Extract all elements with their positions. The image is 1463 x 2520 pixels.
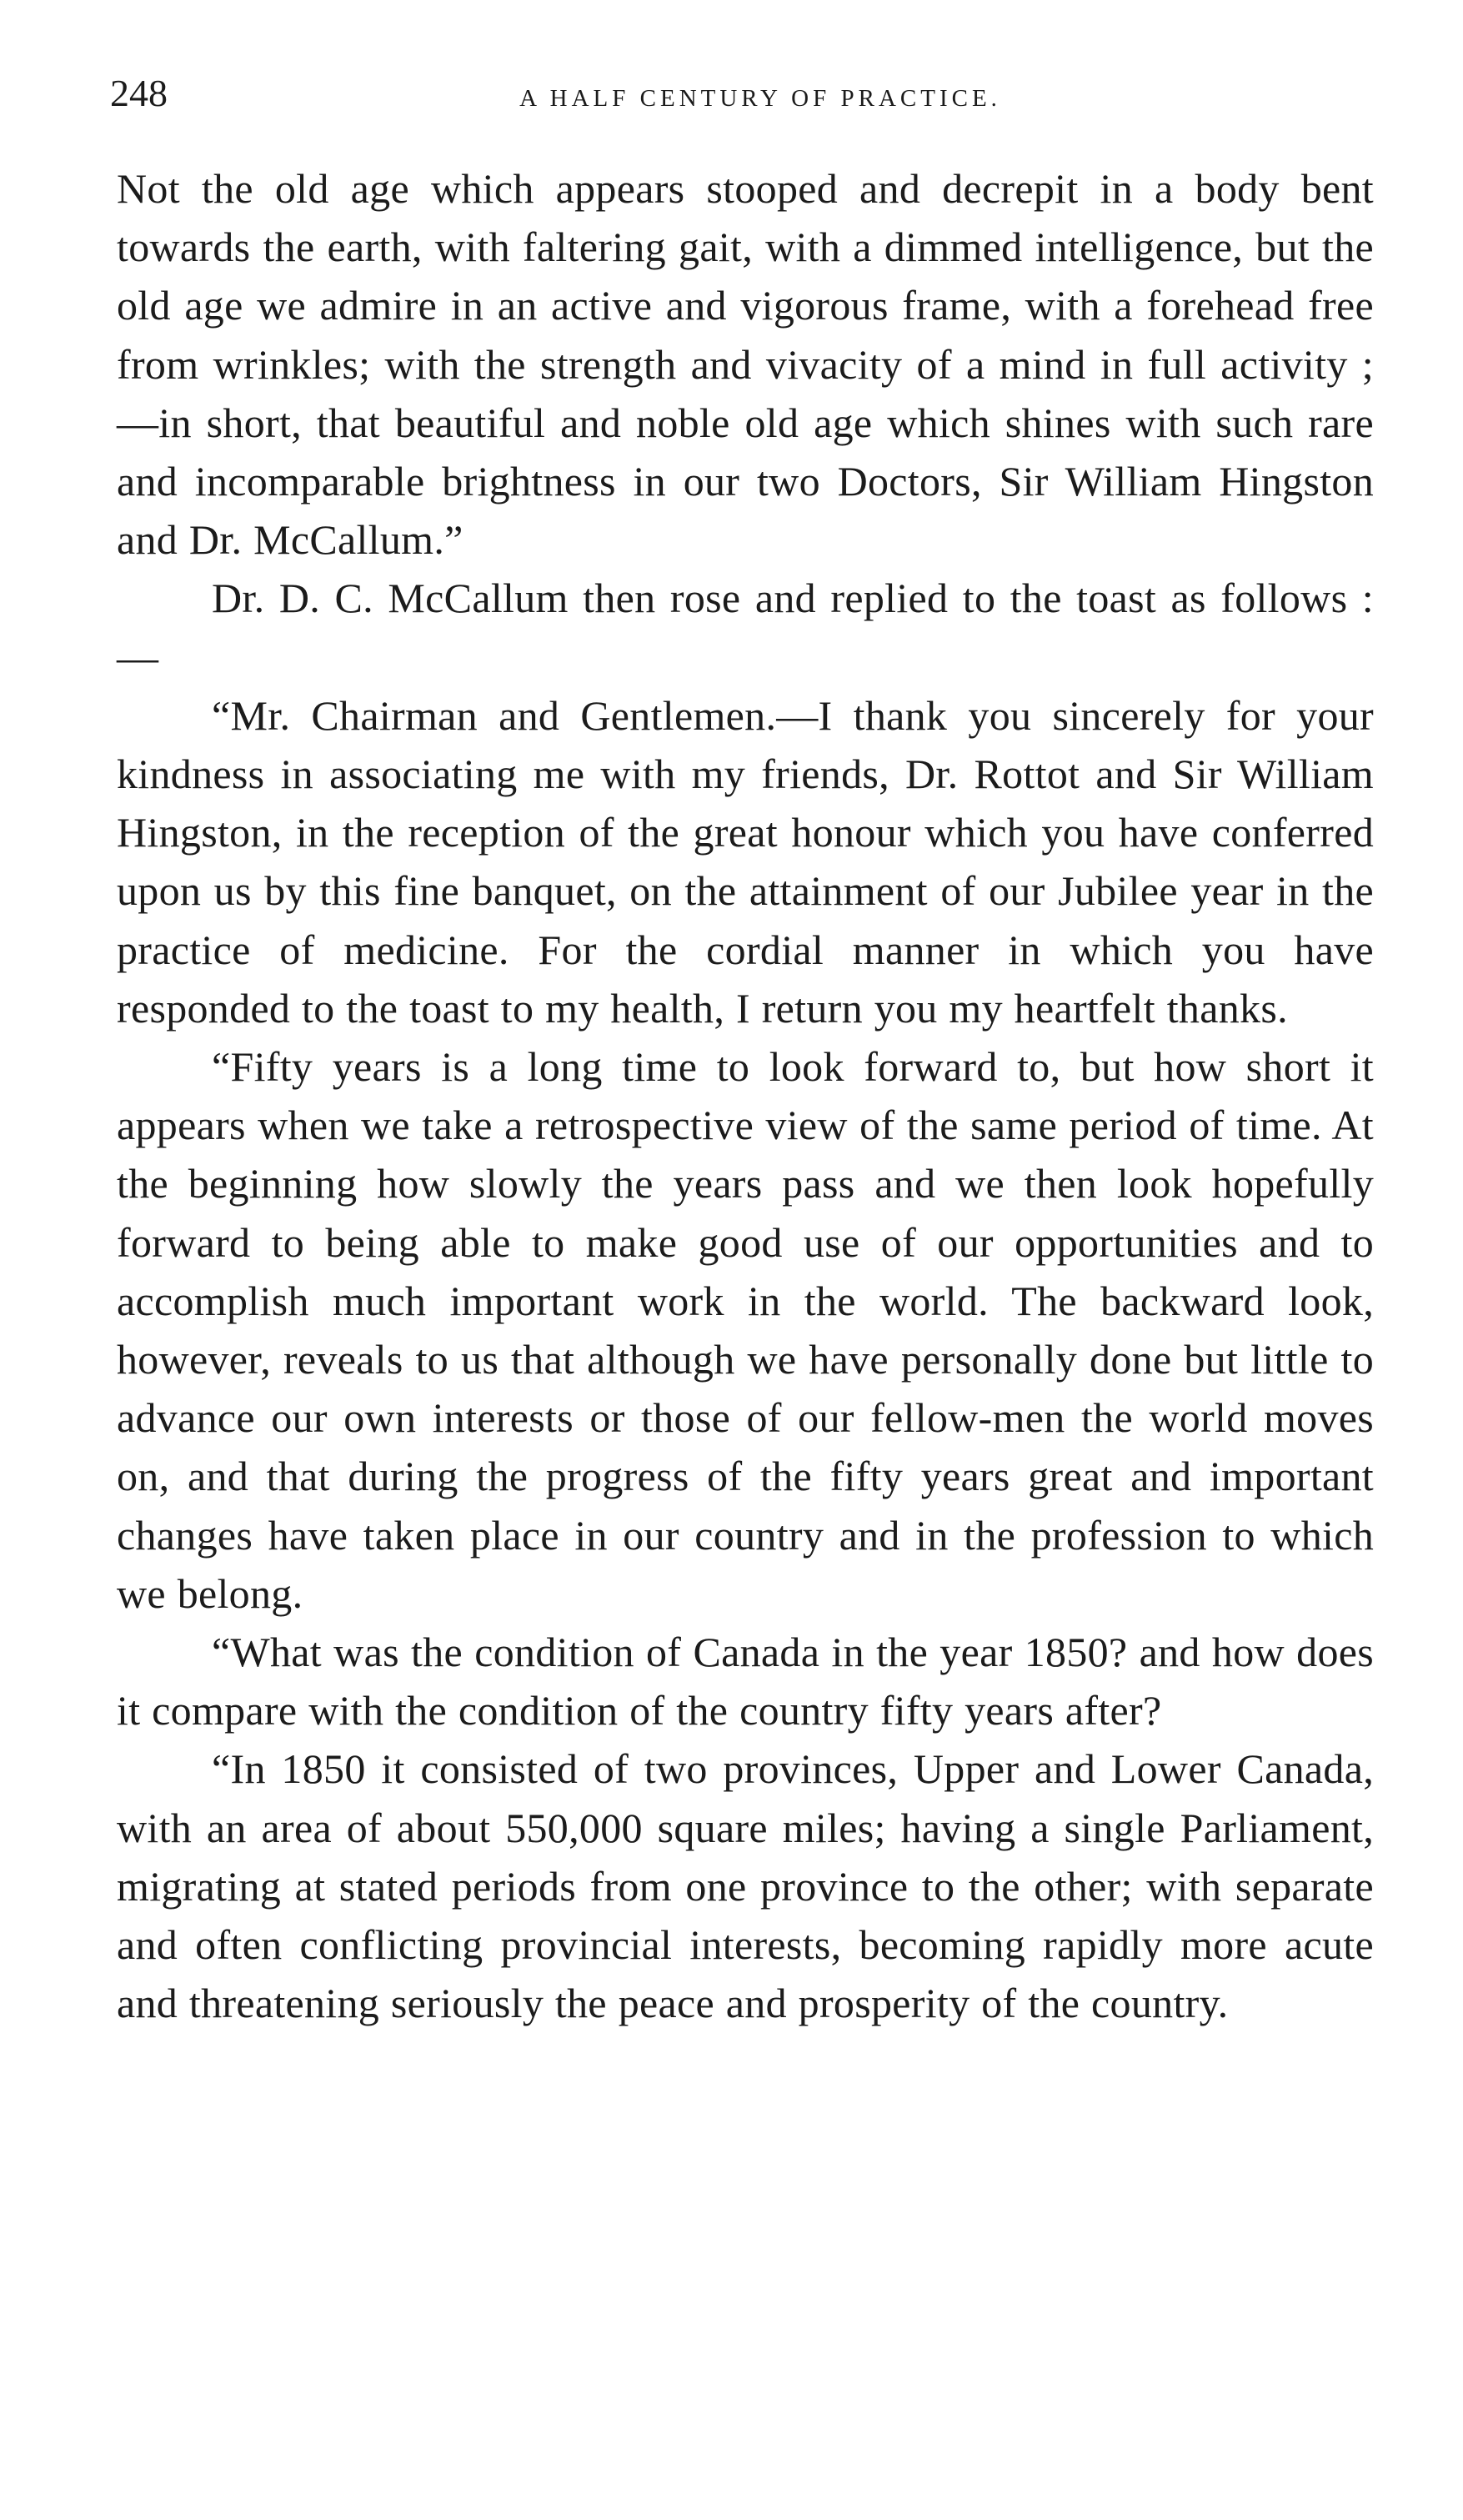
paragraph-continuation: Not the old age which appears stooped and decrepit in a body bent towards the earth, with faltering gait, with a dimmed intelligence, but the old age we admire in an active and vigorous frame, with a forehead free from wrinkles; with the strength and vivacity of a mind in full activity ;—in short, that beautiful and noble old age which shines with such rare and incomparable brightness in our two Doctors, Sir William Hingston and Dr. McCallum.” — [117, 165, 1374, 564]
paragraph-mccallum-rose: Dr. D. C. McCallum then rose and replied to the toast as follows :— — [117, 575, 1374, 680]
paragraph-chairman-address: “Mr. Chairman and Gentlemen.—I thank you sincerely for your kindness in associating me with my friends, Dr. Rottot and Sir William Hingston, in the reception of the great honour which you have conferred upon us by this fine banquet, on the attainment of our Jubilee year in the practice of medicine. For the cordial manner in which you have responded to the toast to my health, I return you my heartfelt thanks. — [117, 691, 1374, 1032]
running-head — [110, 68, 1377, 118]
paragraph-fifty-years: “Fifty years is a long time to look forward to, but how short it appears when we take a retrospective view of the same period of time. At the beginning how slowly the years pass and we then look hopefully forward to being able to make good use of our opportunities and to accomplish much important work in the world. The backward look, however, reveals to us that although we have personally done but little to advance our own interests or those of our fellow-men the world moves on, and that during the progress of the fifty years great and important changes have taken place in our country and in the profession to which we belong. — [117, 1043, 1374, 1617]
paragraph-canada-1850-question: “What was the condition of Canada in the year 1850? and how does it compare with the condition of the country fifty years after? — [117, 1629, 1374, 1734]
body-text — [117, 159, 1374, 2033]
page-number: 248 — [110, 72, 168, 114]
running-title: A HALF CENTURY OF PRACTICE. — [519, 85, 1001, 112]
paragraph-two-provinces: “In 1850 it consisted of two provinces, Upper and Lower Canada, with an area of about 550,000 square miles; having a single Parliament, migrating at stated periods from one province to the other; with separate and often conflicting provincial interests, becoming rapidly more acute and threatening seriously the peace and prosperity of the country. — [117, 1745, 1374, 2027]
